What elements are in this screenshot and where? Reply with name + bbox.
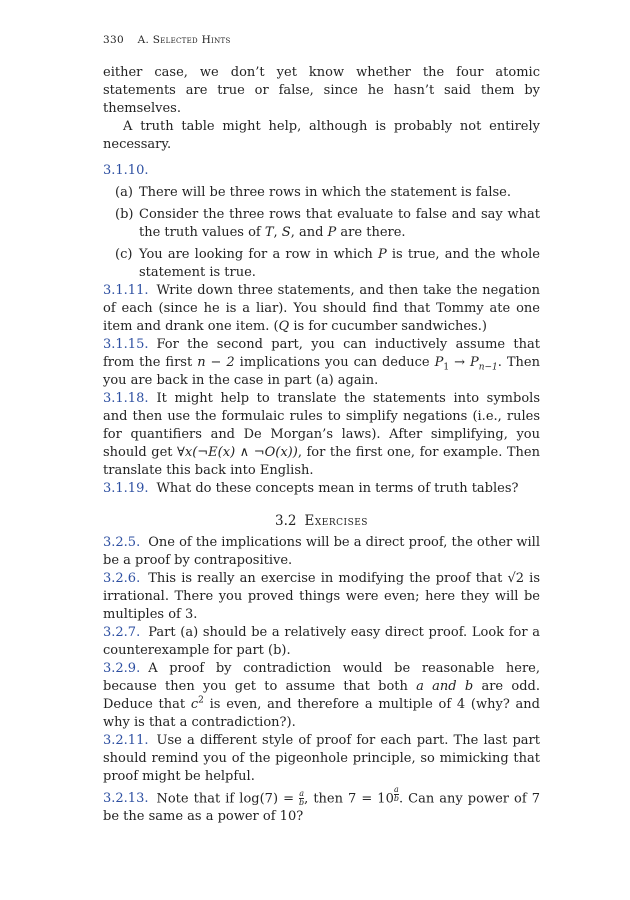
hint-3-2-13: 3.2.13. Note that if log(7) = $\frac{a}{b}$ , then 7 = 10 $^{\frac{a}{b}}$ . Can any power of 7 be the same as a power of 10? xyxy=(103,785,541,825)
hint-label: 3.1.10. xyxy=(103,163,149,178)
hint-3-1-15: 3.1.15. For the second part, you can inductively assume that from the first n − 2 implications you can deduce $P_1 \to P_{n-1}$. Then you are back in the case in part (a) again. xyxy=(103,337,540,388)
hint-part-a: (a) There will be three rows in which the statement is false. xyxy=(115,185,511,200)
hint-part-c: (c) You are looking for a row in which P is true, and the whole statement is true. xyxy=(115,247,540,280)
fraction-a-over-b: $\frac{a}{b}$ xyxy=(299,789,305,808)
hint-3-2-5: 3.2.5. One of the implications will be a direct proof, the other will be a proof by contrapositive. xyxy=(103,535,540,568)
hint-part-b: (b) Consider the three rows that evaluate to false and say what the truth values of T, S, and P are there. xyxy=(115,207,540,240)
header-title: A. Selected Hints xyxy=(137,34,231,46)
hint-3-2-9: 3.2.9. A proof by contradiction would be reasonable here, because then you get to assume that both a and b are odd. Deduce that $c^2$ is even, and therefore a multiple of 4 (why? and why is that a contradiction?). xyxy=(103,661,540,730)
page-number: 330 xyxy=(103,34,124,46)
hint-3-2-11: 3.2.11. Use a different style of proof for each part. The last part should remind you of the pigeonhole principle, so mimicking that proof might be helpful. xyxy=(103,733,540,784)
intro-paragraph: either case, we don’t yet know whether the four atomic statements are true or false, since he hasn’t said them by themselves. xyxy=(103,65,540,116)
hint-3-2-6: 3.2.6. This is really an exercise in modifying the proof that √2 is irrational. There you proved things were even; here they will be multiples of 3. xyxy=(103,571,540,622)
hint-3-2-7: 3.2.7. Part (a) should be a relatively easy direct proof. Look for a counterexample for part (b). xyxy=(103,625,540,658)
hint-3-1-18: 3.1.18. It might help to translate the statements into symbols and then use the formulaic rules to simplify negations (i.e., rules for quantifiers and De Morgan’s laws). After simplifying, you should get ∀x(¬E(x) ∧ ¬O(x)), for the first one, for example. Then translate this back into English. xyxy=(103,391,540,478)
exponent-fraction: a b xyxy=(393,785,399,803)
hint-3-1-19: 3.1.19. What do these concepts mean in terms of truth tables? xyxy=(103,481,519,496)
section-heading: 3.2 Exercises xyxy=(275,513,368,529)
intro-paragraph-2: A truth table might help, although is probably not entirely necessary. xyxy=(103,119,540,152)
hint-3-1-10 xyxy=(103,162,540,282)
hint-3-1-11: 3.1.11. Write down three statements, and then take the negation of each (since he is a liar). You should find that Tommy ate one item and drank one item. (Q is for cucumber sandwiches.) xyxy=(103,283,540,334)
page-body xyxy=(103,64,540,826)
running-header xyxy=(103,34,231,46)
